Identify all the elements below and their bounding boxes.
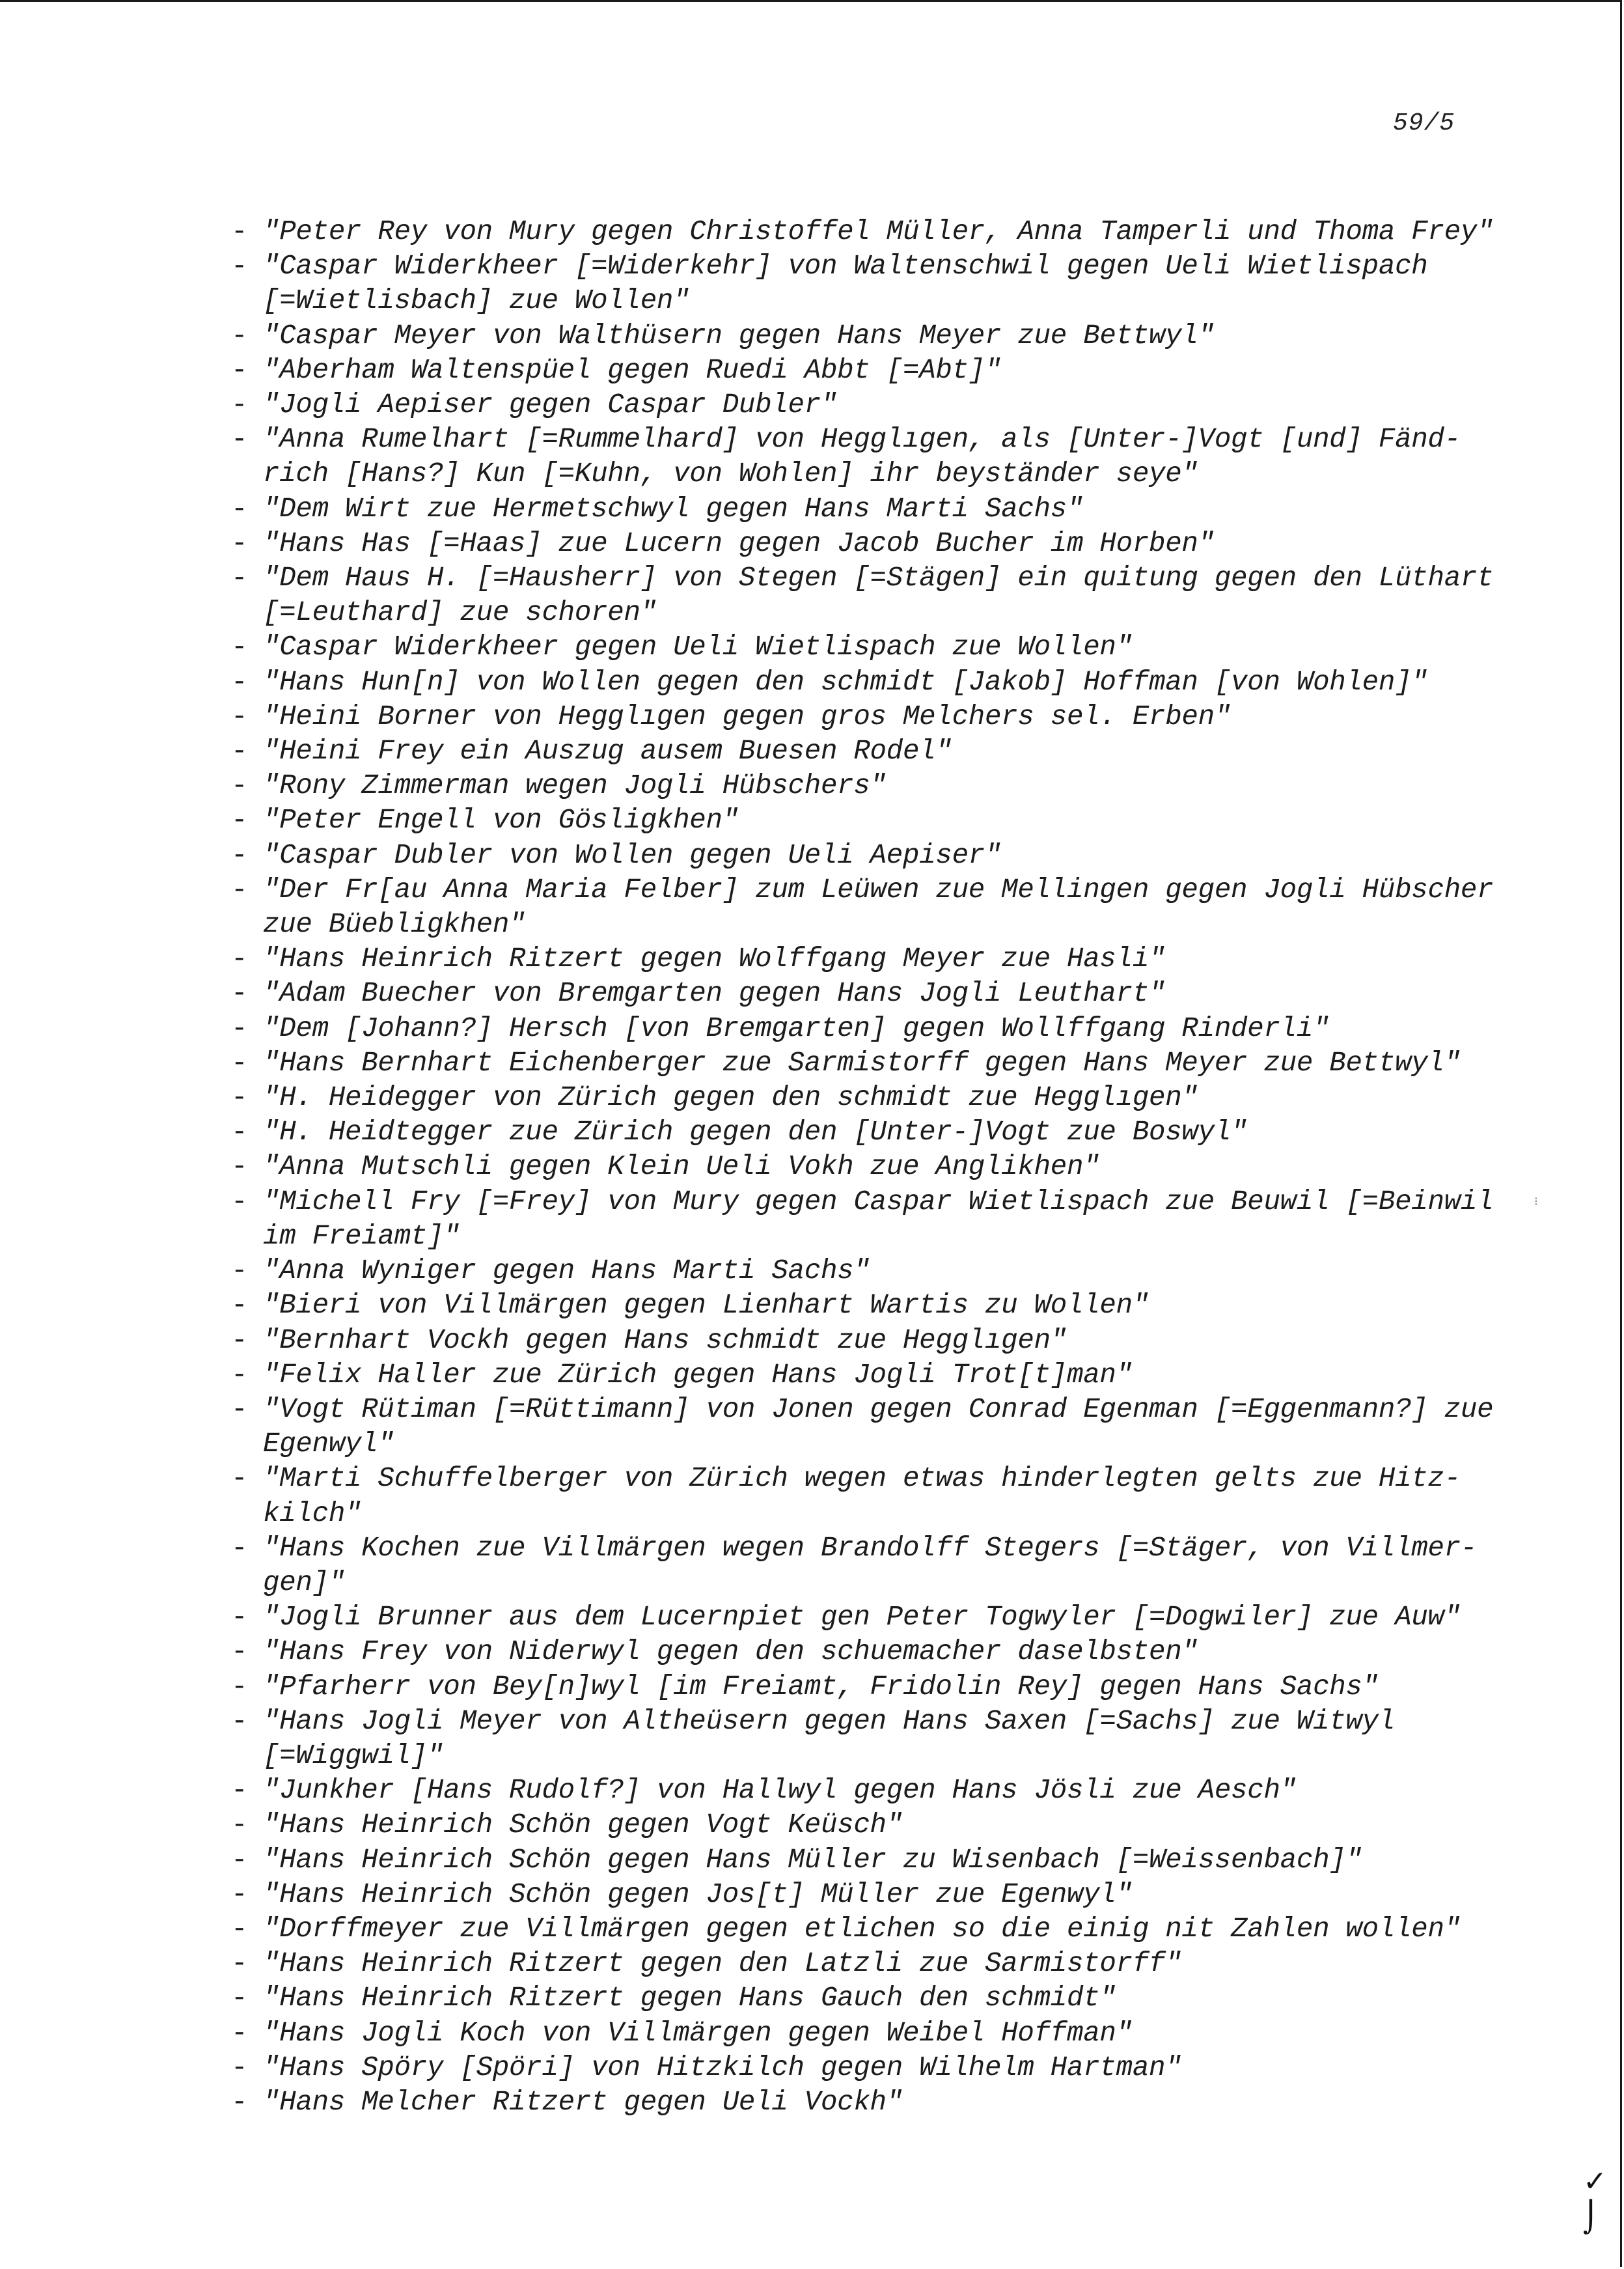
list-item (231, 1185, 1526, 1254)
list-item-text: "Michell Fry [=Frey] von Mury gegen Caspar Wietlispach zue Beuwil [=Beinwil im Freiamt]" (263, 1186, 1494, 1252)
list-item (231, 1254, 1526, 1288)
list-item (231, 942, 1526, 977)
list-bullet: - (231, 1844, 248, 1876)
list-bullet: - (231, 1255, 248, 1287)
list-bullet: - (231, 1324, 248, 1356)
list-item-text: "H. Heidegger von Zürich gegen den schmidt zue Hegglıgen" (263, 1082, 1198, 1114)
list-item (231, 1912, 1526, 1947)
list-bullet: - (231, 1151, 248, 1183)
list-item (231, 734, 1526, 769)
list-item (231, 665, 1526, 700)
list-item (231, 630, 1526, 665)
list-bullet: - (231, 736, 248, 768)
list-bullet: - (231, 1047, 248, 1079)
list-item-text: "Aberham Waltenspüel gegen Ruedi Abbt [=Abt]" (263, 354, 1002, 386)
list-item (231, 1358, 1526, 1393)
list-item (231, 1324, 1526, 1358)
entry-list (231, 215, 1526, 2120)
list-item-text: "Dem [Johann?] Hersch [von Bremgarten] gegen Wollffgang Rinderli" (263, 1012, 1330, 1044)
list-bullet: - (231, 1393, 248, 1425)
list-item-text: "Hans Spöry [Spöri] von Hitzkilch gegen Wilhelm Hartman" (263, 2052, 1182, 2083)
list-item (231, 423, 1526, 492)
list-item-text: "Hans Jogli Koch von Villmärgen gegen Weibel Hoffman" (263, 2017, 1133, 2049)
list-item-text: "Pfarherr von Bey[n]wyl [im Freiamt, Fridolin Rey] gegen Hans Sachs" (263, 1671, 1379, 1703)
list-item (231, 700, 1526, 734)
list-item-text: "Rony Zimmerman wegen Jogli Hübschers" (263, 770, 887, 802)
list-bullet: - (231, 1359, 248, 1391)
list-item-text: "Jogli Brunner aus dem Lucernpiet gen Peter Togwyler [=Dogwiler] zue Auw" (263, 1602, 1461, 1634)
list-item-text: "Hans Bernhart Eichenberger zue Sarmistorff gegen Hans Meyer zue Bettwyl" (263, 1047, 1461, 1079)
list-item (231, 1774, 1526, 1808)
list-item (231, 1635, 1526, 1669)
list-bullet: - (231, 1117, 248, 1148)
list-item (231, 1115, 1526, 1150)
list-item (231, 839, 1526, 873)
page-number: 59/5 (1393, 109, 1455, 137)
list-bullet: - (231, 1186, 248, 1218)
list-item-text: "Anna Wyniger gegen Hans Marti Sachs" (263, 1255, 870, 1287)
list-item-text: "Hans Heinrich Schön gegen Jos[t] Müller zue Egenwyl" (263, 1878, 1133, 1910)
list-item-text: "H. Heidtegger zue Zürich gegen den [Unter-]Vogt zue Boswyl" (263, 1117, 1248, 1148)
list-item (231, 1046, 1526, 1081)
list-item (231, 1878, 1526, 1912)
list-item-text: "Hans Heinrich Schön gegen Vogt Keüsch" (263, 1809, 903, 1841)
list-item-text: "Caspar Widerkheer gegen Ueli Wietlispach zue Wollen" (263, 632, 1133, 663)
list-item (231, 1393, 1526, 1462)
list-item-text: "Hans Frey von Niderwyl gegen den schuemacher daselbsten" (263, 1636, 1198, 1668)
list-item (231, 388, 1526, 423)
list-item (231, 1947, 1526, 1981)
list-bullet: - (231, 1671, 248, 1703)
list-item-text: "Junkher [Hans Rudolf?] von Hallwyl gegen Hans Jösli zue Aesch" (263, 1775, 1297, 1807)
list-bullet: - (231, 874, 248, 906)
list-item-text: "Adam Buecher von Bremgarten gegen Hans Jogli Leuthart" (263, 978, 1166, 1010)
list-item-text: "Der Fr[au Anna Maria Felber] zum Leüwen zue Mellingen gegen Jogli Hübscher zue Büebligkhen" (263, 874, 1494, 941)
list-bullet: - (231, 493, 248, 525)
list-item (231, 1288, 1526, 1323)
list-bullet: - (231, 1602, 248, 1634)
list-bullet: - (231, 701, 248, 732)
list-bullet: - (231, 1705, 248, 1737)
list-bullet: - (231, 354, 248, 386)
list-bullet: - (231, 2017, 248, 2049)
list-bullet: - (231, 1983, 248, 2014)
list-bullet: - (231, 1775, 248, 1807)
list-item-text: "Caspar Widerkheer [=Widerkehr] von Waltenschwil gegen Ueli Wietlispach [=Wietlisbach] zue Wollen" (263, 251, 1428, 317)
list-item (231, 977, 1526, 1011)
list-item (231, 1843, 1526, 1878)
list-item (231, 1600, 1526, 1635)
list-bullet: - (231, 1636, 248, 1668)
list-bullet: - (231, 1913, 248, 1945)
list-item-text: "Felix Haller zue Zürich gegen Hans Jogli Trot[t]man" (263, 1359, 1133, 1391)
list-item (231, 803, 1526, 838)
list-bullet: - (231, 1082, 248, 1114)
list-bullet: - (231, 320, 248, 352)
list-bullet: - (231, 2086, 248, 2118)
list-item-text: "Caspar Meyer von Walthüsern gegen Hans Meyer zue Bettwyl" (263, 320, 1215, 352)
list-item (231, 769, 1526, 803)
list-item-text: "Anna Mutschli gegen Klein Ueli Vokh zue Anglikhen" (263, 1151, 1100, 1183)
list-item (231, 492, 1526, 527)
list-item (231, 1012, 1526, 1046)
margin-mark: ⁝ (1534, 1195, 1538, 1208)
list-item-text: "Hans Heinrich Ritzert gegen Hans Gauch den schmidt" (263, 1983, 1116, 2014)
list-item (231, 1150, 1526, 1184)
list-bullet: - (231, 839, 248, 871)
list-bullet: - (231, 666, 248, 698)
list-item-text: "Hans Has [=Haas] zue Lucern gegen Jacob Bucher im Horben" (263, 527, 1215, 559)
list-bullet: - (231, 978, 248, 1010)
list-item (231, 1462, 1526, 1531)
list-item-text: "Peter Engell von Gösligkhen" (263, 805, 739, 837)
list-bullet: - (231, 770, 248, 802)
list-item (231, 561, 1526, 630)
list-bullet: - (231, 563, 248, 594)
list-bullet: - (231, 1948, 248, 1980)
list-bullet: - (231, 251, 248, 283)
list-bullet: - (231, 805, 248, 837)
list-bullet: - (231, 632, 248, 663)
list-bullet: - (231, 216, 248, 247)
list-item-text: "Dem Wirt zue Hermetschwyl gegen Hans Marti Sachs" (263, 493, 1084, 525)
list-bullet: - (231, 1463, 248, 1495)
list-item-text: "Peter Rey von Mury gegen Christoffel Müller, Anna Tamperli und Thoma Frey" (263, 216, 1494, 247)
list-item-text: "Vogt Rütiman [=Rüttimann] von Jonen gegen Conrad Egenman [=Eggenmann?] zue Egenwyl" (263, 1393, 1494, 1460)
list-item (231, 2051, 1526, 2085)
list-item (231, 1531, 1526, 1600)
list-item-text: "Hans Melcher Ritzert gegen Ueli Vockh" (263, 2086, 903, 2118)
list-bullet: - (231, 527, 248, 559)
list-item-text: "Marti Schuffelberger von Zürich wegen etwas hinderlegten gelts zue Hitz- kilch" (263, 1463, 1461, 1529)
list-bullet: - (231, 389, 248, 421)
list-item-text: "Heini Frey ein Auszug ausem Buesen Rodel" (263, 736, 952, 768)
list-bullet: - (231, 2052, 248, 2083)
list-item-text: "Dorffmeyer zue Villmärgen gegen etlichen so die einig nit Zahlen wollen" (263, 1913, 1461, 1945)
list-bullet: - (231, 1878, 248, 1910)
list-item-text: "Hans Heinrich Schön gegen Hans Müller zu Wisenbach [=Weissenbach]" (263, 1844, 1362, 1876)
list-item-text: "Hans Jogli Meyer von Altheüsern gegen Hans Saxen [=Sachs] zue Witwyl [=Wiggwil]" (263, 1705, 1396, 1772)
list-bullet: - (231, 1809, 248, 1841)
list-item-text: "Anna Rumelhart [=Rummelhard] von Hegglıgen, als [Unter-]Vogt [und] Fänd- rich [Hans?] Kun [=Kuhn, von Wohlen] ihr beyständer seye" (263, 424, 1461, 490)
list-bullet: - (231, 1012, 248, 1044)
list-item-text: "Bernhart Vockh gegen Hans schmidt zue Hegglıgen" (263, 1324, 1067, 1356)
list-item (231, 527, 1526, 561)
hook-mark-icon: ⌡ (1583, 2199, 1599, 2234)
list-item (231, 1808, 1526, 1843)
list-bullet: - (231, 1290, 248, 1322)
list-item-text: "Hans Kochen zue Villmärgen wegen Brandolff Stegers [=Stäger, von Villmer- gen]" (263, 1532, 1478, 1598)
list-item (231, 354, 1526, 388)
list-item (231, 249, 1526, 318)
list-item-text: "Heini Borner von Hegglıgen gegen gros Melchers sel. Erben" (263, 701, 1232, 732)
list-item (231, 1670, 1526, 1705)
list-item (231, 2085, 1526, 2120)
list-item-text: "Jogli Aepiser gegen Caspar Dubler" (263, 389, 838, 421)
list-item-text: "Bieri von Villmärgen gegen Lienhart Wartis zu Wollen" (263, 1290, 1149, 1322)
list-item (231, 873, 1526, 942)
list-item (231, 319, 1526, 354)
list-item-text: "Dem Haus H. [=Hausherr] von Stegen [=Stägen] ein quitung gegen den Lüthart [=Leuthard] zue schoren" (263, 563, 1494, 629)
list-item-text: "Hans Hun[n] von Wollen gegen den schmidt [Jakob] Hoffman [von Wohlen]" (263, 666, 1428, 698)
list-bullet: - (231, 943, 248, 975)
list-bullet: - (231, 1532, 248, 1564)
list-item (231, 1981, 1526, 2016)
check-mark-icon: ✓ (1583, 2165, 1607, 2198)
list-item (231, 2016, 1526, 2051)
list-item (231, 215, 1526, 249)
list-item (231, 1081, 1526, 1115)
list-bullet: - (231, 424, 248, 456)
list-item-text: "Caspar Dubler von Wollen gegen Ueli Aepiser" (263, 839, 1002, 871)
list-item (231, 1705, 1526, 1774)
list-item-text: "Hans Heinrich Ritzert gegen den Latzli zue Sarmistorff" (263, 1948, 1182, 1980)
list-item-text: "Hans Heinrich Ritzert gegen Wolffgang Meyer zue Hasli" (263, 943, 1166, 975)
